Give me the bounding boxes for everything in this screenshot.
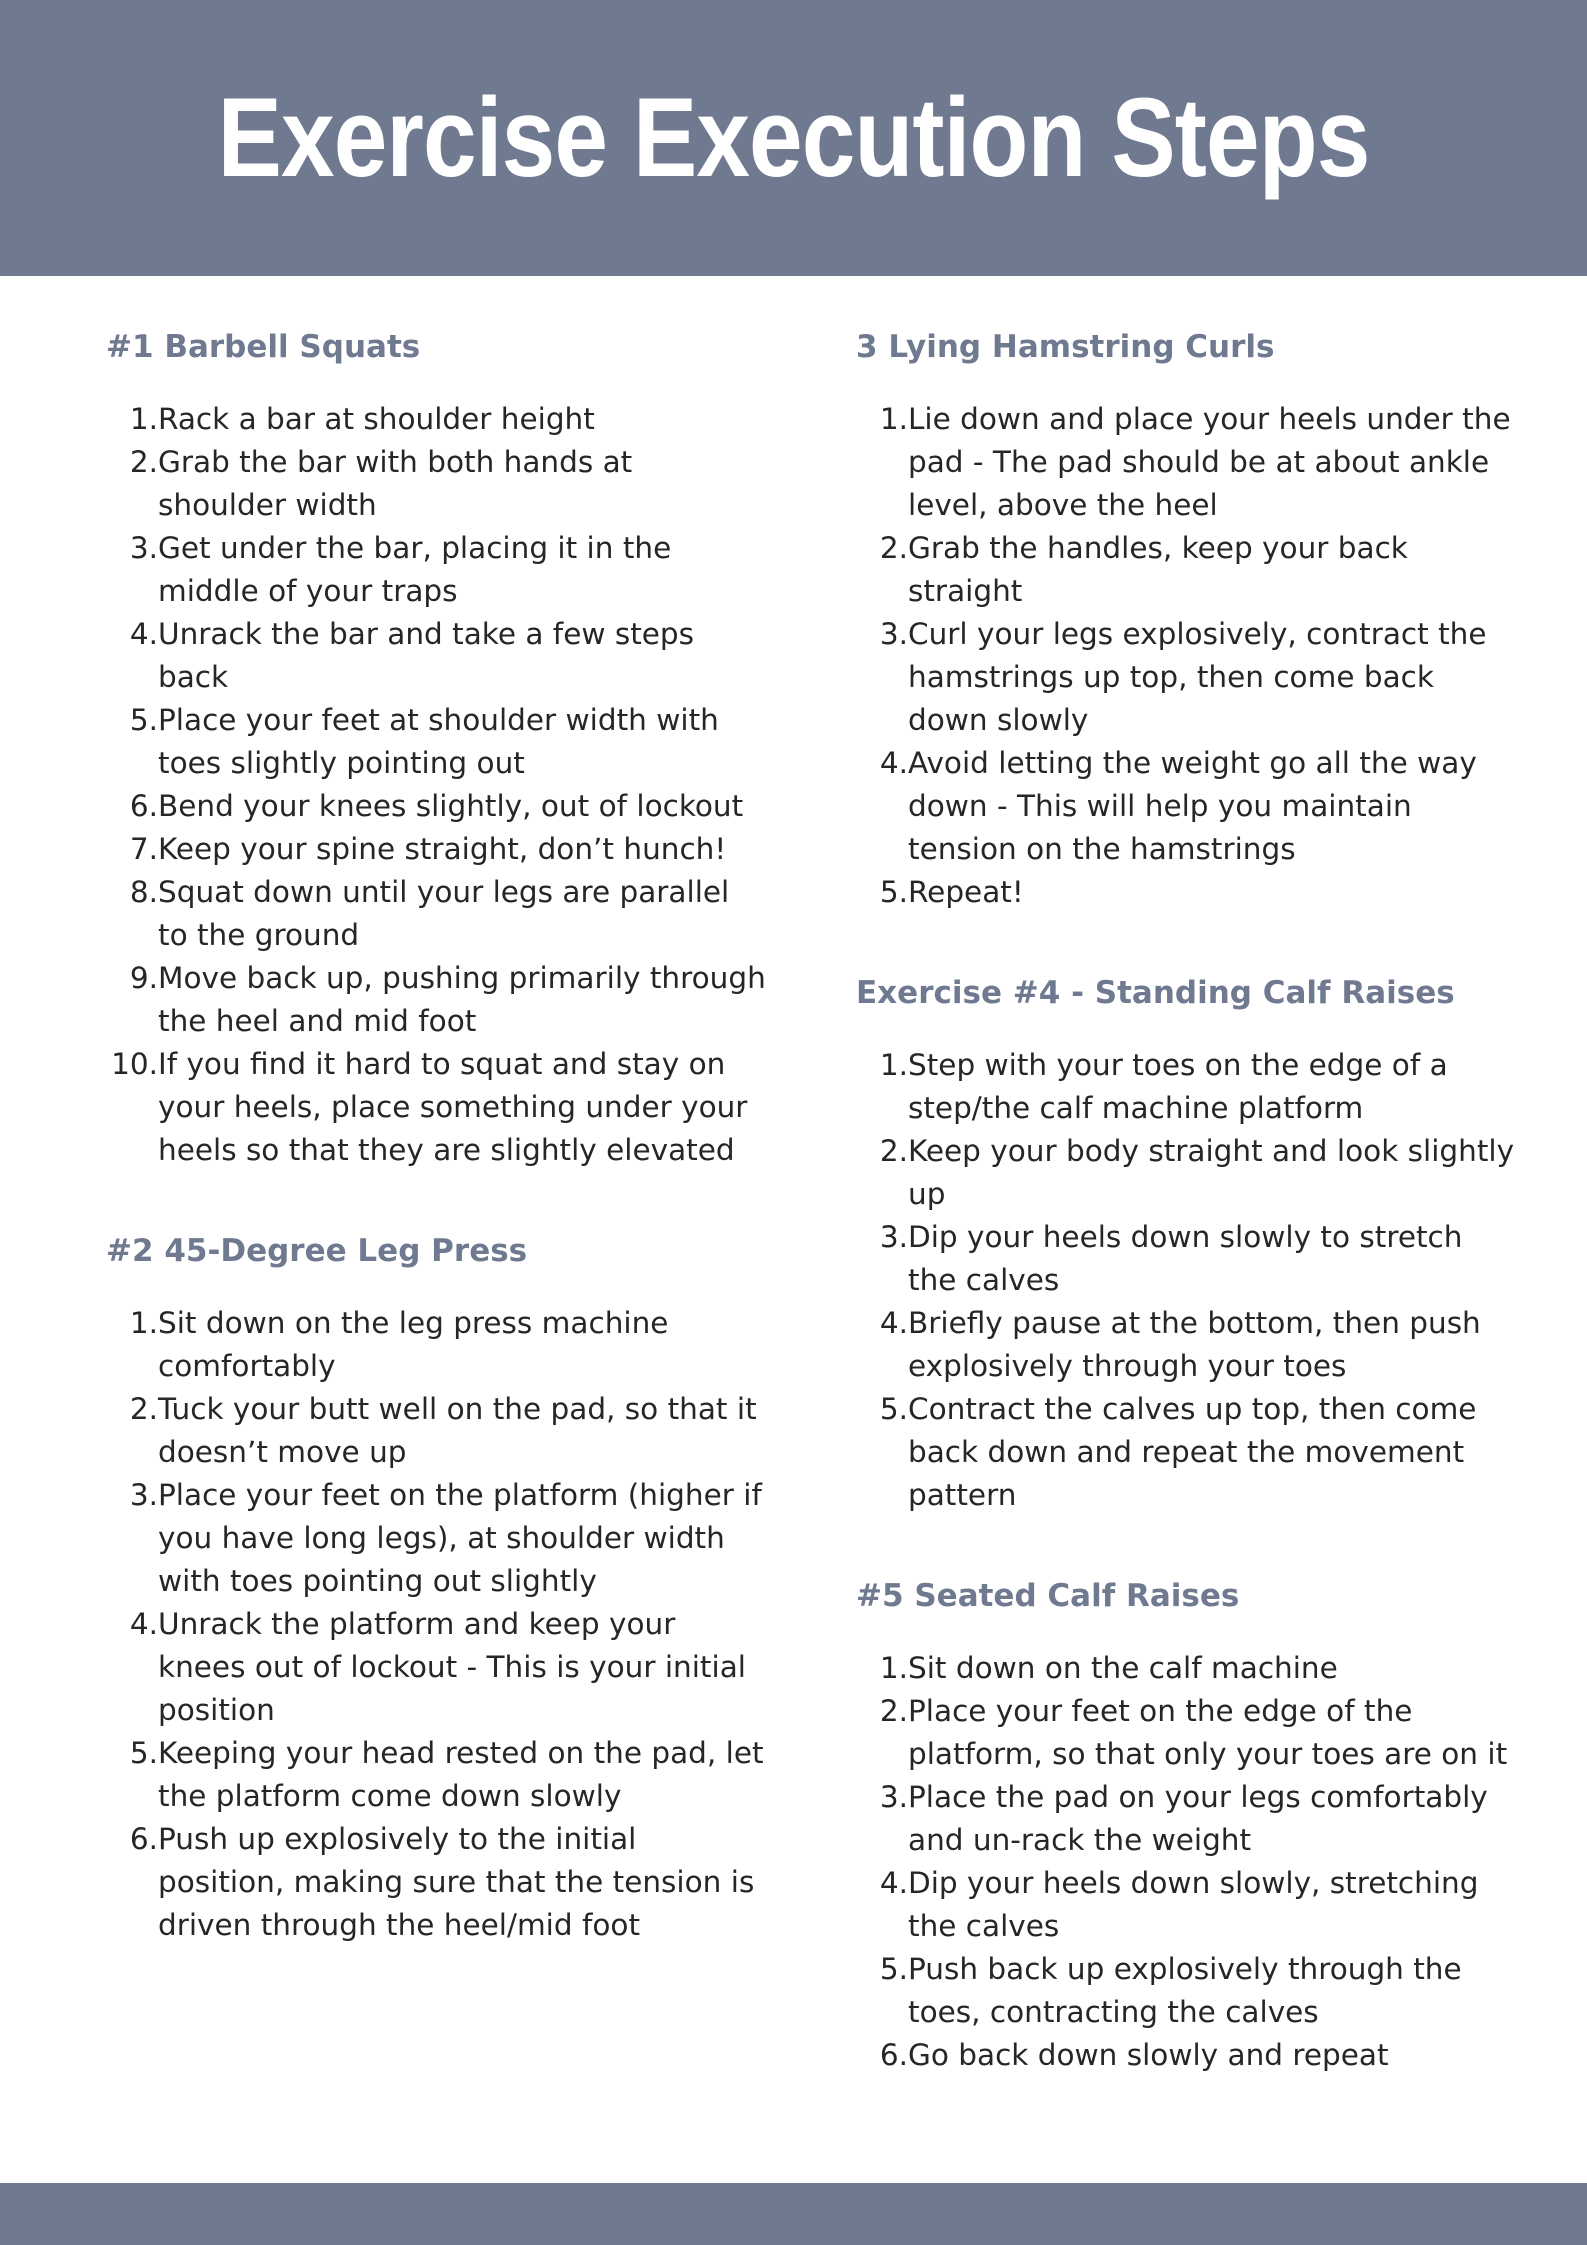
step-item (106, 613, 766, 699)
step-number: 6. (129, 1822, 158, 1856)
section-title: Exercise #4 - Standing Calf Raises (856, 975, 1455, 1011)
step-number: 2. (129, 445, 158, 479)
step-number: 2. (879, 1694, 908, 1728)
step-number: 1. (129, 1306, 158, 1340)
step-item (856, 1388, 1516, 1517)
step-text: Tuck your butt well on the pad, so that it doesn’t move up (158, 1392, 757, 1469)
step-item (856, 871, 1516, 914)
step-number: 6. (879, 2038, 908, 2072)
step-list (106, 1302, 766, 1947)
step-number: 4. (879, 1306, 908, 1340)
step-text: Place the pad on your legs comfortably and un-rack the weight (908, 1780, 1488, 1857)
step-item (856, 1216, 1516, 1302)
step-number: 4. (879, 746, 908, 780)
step-number: 3. (879, 1780, 908, 1814)
step-item (106, 527, 766, 613)
step-number: 2. (879, 1134, 908, 1168)
step-number: 4. (879, 1866, 908, 1900)
step-number: 1. (879, 402, 908, 436)
step-text: Place your feet on the platform (higher if you have long legs), at shoulder width with toes pointing out slightly (158, 1478, 762, 1598)
step-text: Squat down until your legs are parallel to the ground (158, 875, 730, 952)
step-text: Keeping your head rested on the pad, let the platform come down slowly (158, 1736, 764, 1813)
step-number: 1. (879, 1651, 908, 1685)
step-number: 1. (129, 402, 158, 436)
step-text: Get under the bar, placing it in the middle of your traps (158, 531, 672, 608)
step-item (856, 742, 1516, 871)
step-item (856, 1690, 1516, 1776)
step-number: 4. (129, 1607, 158, 1641)
step-text: Lie down and place your heels under the pad - The pad should be at about ankle level, above the heel (908, 402, 1511, 522)
step-text: Step with your toes on the edge of a step/the calf machine platform (908, 1048, 1448, 1125)
step-text: Rack a bar at shoulder height (158, 402, 595, 436)
step-item (106, 1043, 766, 1172)
step-item (856, 2034, 1516, 2077)
step-text: Dip your heels down slowly, stretching the calves (908, 1866, 1479, 1943)
step-item (106, 871, 766, 957)
step-item (856, 613, 1516, 742)
step-text: Keep your body straight and look slightly up (908, 1134, 1515, 1211)
step-item (856, 1647, 1516, 1690)
step-text: Sit down on the calf machine (908, 1651, 1338, 1685)
section-barbell-squats (106, 312, 766, 1172)
step-text: Go back down slowly and repeat (908, 2038, 1389, 2072)
step-item (106, 1818, 766, 1947)
step-number: 2. (879, 531, 908, 565)
section-title: #2 45-Degree Leg Press (106, 1233, 528, 1269)
section-hamstring-curls (856, 312, 1516, 914)
step-number: 10. (111, 1047, 158, 1081)
step-text: Avoid letting the weight go all the way down - This will help you maintain tension on the hamstrings (908, 746, 1477, 866)
step-item (106, 1388, 766, 1474)
step-text: Repeat! (908, 875, 1024, 909)
step-text: Unrack the platform and keep your knees out of lockout - This is your initial position (158, 1607, 746, 1727)
step-text: If you find it hard to squat and stay on your heels, place something under your heels so that they are slightly elevated (158, 1047, 748, 1167)
step-item (106, 1302, 766, 1388)
step-number: 5. (129, 1736, 158, 1770)
step-text: Curl your legs explosively, contract the hamstrings up top, then come back down slowly (908, 617, 1487, 737)
step-text: Move back up, pushing primarily through the heel and mid foot (158, 961, 766, 1038)
section-leg-press (106, 1216, 766, 1947)
step-item (856, 1302, 1516, 1388)
step-text: Push up explosively to the initial position, making sure that the tension is driven through the heel/mid foot (158, 1822, 755, 1942)
section-gap (856, 914, 1516, 958)
step-text: Keep your spine straight, don’t hunch! (158, 832, 727, 866)
step-text: Place your feet on the edge of the platform, so that only your toes are on it (908, 1694, 1508, 1771)
step-text: Grab the bar with both hands at shoulder width (158, 445, 633, 522)
section-seated-calf-raises (856, 1561, 1516, 2077)
step-text: Grab the handles, keep your back straight (908, 531, 1408, 608)
step-list (856, 1044, 1516, 1517)
section-title: #5 Seated Calf Raises (856, 1578, 1240, 1614)
step-item (106, 828, 766, 871)
step-number: 3. (129, 1478, 158, 1512)
step-item (106, 1603, 766, 1732)
step-number: 1. (879, 1048, 908, 1082)
step-item (856, 1776, 1516, 1862)
step-text: Place your feet at shoulder width with toes slightly pointing out (158, 703, 719, 780)
step-number: 4. (129, 617, 158, 651)
step-number: 7. (129, 832, 158, 866)
step-number: 5. (879, 1392, 908, 1426)
section-title: #1 Barbell Squats (106, 329, 421, 365)
step-number: 3. (879, 1220, 908, 1254)
step-item (856, 1948, 1516, 2034)
step-text: Unrack the bar and take a few steps back (158, 617, 695, 694)
step-number: 8. (129, 875, 158, 909)
step-text: Contract the calves up top, then come back down and repeat the movement pattern (908, 1392, 1477, 1512)
section-title: 3 Lying Hamstring Curls (856, 329, 1275, 365)
step-item (106, 957, 766, 1043)
step-list (856, 1647, 1516, 2077)
step-text: Dip your heels down slowly to stretch the calves (908, 1220, 1463, 1297)
step-item (856, 1044, 1516, 1130)
step-number: 3. (879, 617, 908, 651)
step-text: Briefly pause at the bottom, then push explosively through your toes (908, 1306, 1481, 1383)
step-text: Bend your knees slightly, out of lockout (158, 789, 744, 823)
step-number: 2. (129, 1392, 158, 1426)
step-item (856, 527, 1516, 613)
step-number: 5. (129, 703, 158, 737)
step-number: 6. (129, 789, 158, 823)
step-item (106, 441, 766, 527)
step-list (856, 398, 1516, 914)
step-item (856, 398, 1516, 527)
step-number: 5. (879, 1952, 908, 1986)
page-title: Exercise Execution Steps (217, 75, 1370, 200)
section-gap (856, 1517, 1516, 1561)
section-gap (106, 1172, 766, 1216)
step-item (856, 1862, 1516, 1948)
step-number: 9. (129, 961, 158, 995)
step-list (106, 398, 766, 1172)
step-item (106, 1732, 766, 1818)
step-item (106, 398, 766, 441)
step-text: Push back up explosively through the toes, contracting the calves (908, 1952, 1462, 2029)
step-number: 3. (129, 531, 158, 565)
left-column (106, 312, 766, 1947)
step-item (106, 785, 766, 828)
step-text: Sit down on the leg press machine comfortably (158, 1306, 669, 1383)
footer-band (0, 2183, 1587, 2245)
step-number: 5. (879, 875, 908, 909)
step-item (856, 1130, 1516, 1216)
step-item (106, 1474, 766, 1603)
right-column (856, 312, 1516, 2077)
step-item (106, 699, 766, 785)
section-standing-calf-raises (856, 958, 1516, 1517)
